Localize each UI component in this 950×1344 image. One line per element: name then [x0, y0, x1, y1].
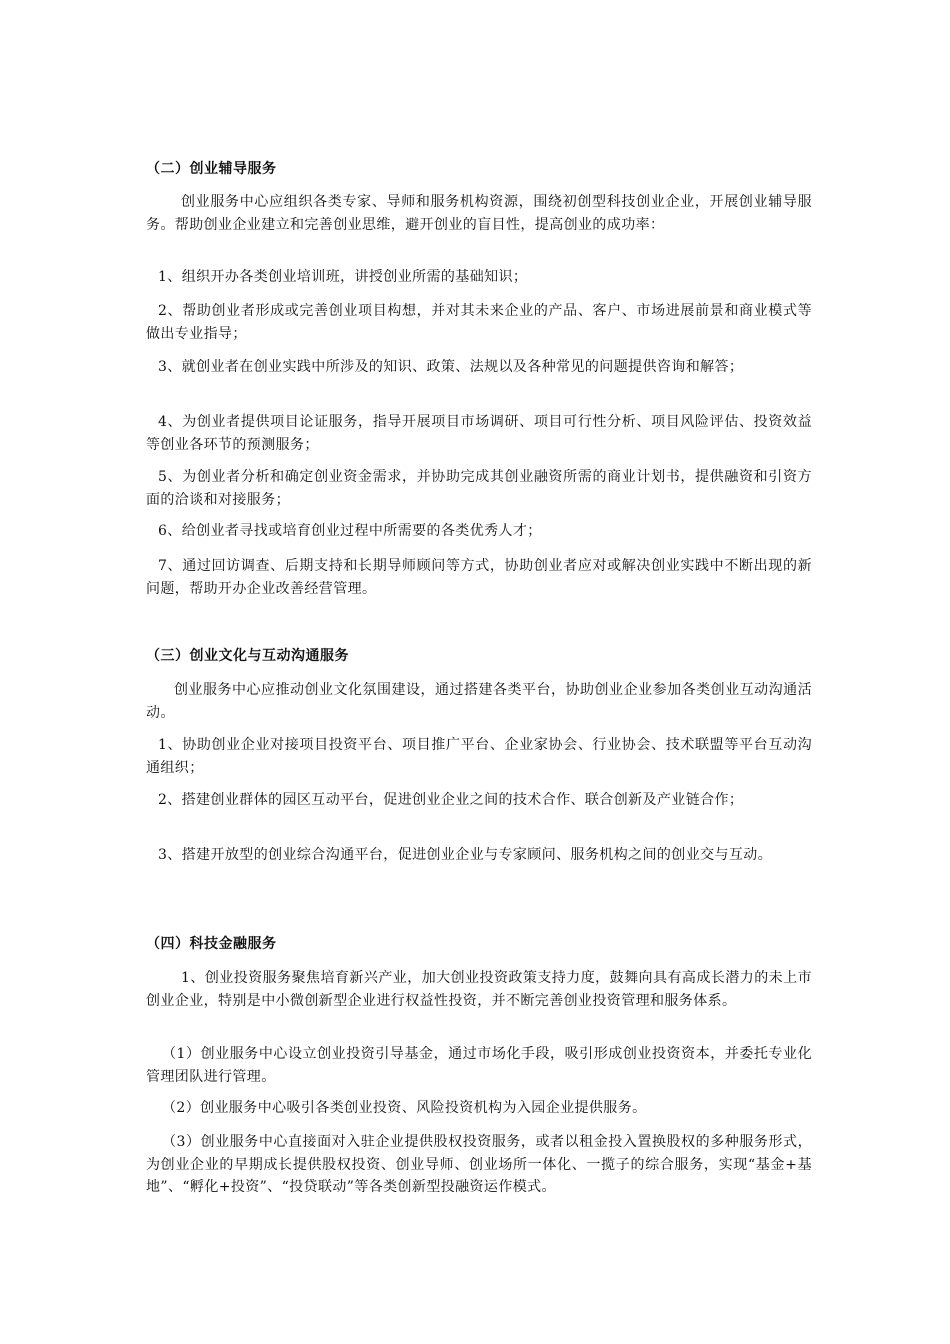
section-4-item-1: 1、创业投资服务聚焦培育新兴产业，加大创业投资政策支持力度，鼓舞向具有高成长潜力的未上市创业企业，特别是中小微创新型企业进行权益性投资，并不断完善创业投资管理和服务体系。 — [146, 970, 812, 1009]
section-2-item-5: 5、为创业者分析和确定创业资金需求，并协助完成其创业融资所需的商业计划书，提供融资和引资方面的洽谈和对接服务； — [146, 469, 812, 508]
section-4-item-1-3: （3）创业服务中心直接面对入驻企业提供股权投资服务，或者以租金投入置换股权的多种服务形式，为创业企业的早期成长提供股权投资、创业导师、创业场所一体化、一揽子的综合服务，实现“基金+基地”、“孵化+投资”、“投贷联动”等各类创新型投融资运作模式。 — [146, 1134, 812, 1195]
section-2-intro: 创业服务中心应组织各类专家、导师和服务机构资源，围绕初创型科技创业企业，开展创业辅导服务。帮助创业企业建立和完善创业思维，避开创业的盲目性，提高创业的成功率： — [146, 194, 812, 233]
section-heading-3: （三）创业文化与互动沟通服务 — [146, 648, 349, 664]
section-4-item-1-1: （1）创业服务中心设立创业投资引导基金，通过市场化手段，吸引形成创业投资资本，并委托专业化管理团队进行管理。 — [146, 1046, 812, 1085]
section-2-item-2: 2、帮助创业者形成或完善创业项目构想，并对其未来企业的产品、客户、市场进展前景和商业模式等做出专业指导； — [146, 303, 812, 342]
section-2-item-3: 3、就创业者在创业实践中所涉及的知识、政策、法规以及各种常见的问题提供咨询和解答； — [158, 359, 744, 375]
section-heading-2: （二）创业辅导服务 — [146, 161, 277, 177]
section-4-item-1-2: （2）创业服务中心吸引各类创业投资、风险投资机构为入园企业提供服务。 — [162, 1100, 647, 1116]
section-2-item-4: 4、为创业者提供项目论证服务，指导开展项目市场调研、项目可行性分析、项目风险评估、投资效益等创业各环节的预测服务； — [146, 414, 812, 453]
section-2-item-7: 7、通过回访调查、后期支持和长期导师顾问等方式，协助创业者应对或解决创业实践中不断出现的新问题，帮助开办企业改善经营管理。 — [146, 558, 812, 597]
section-3-item-1: 1、协助创业企业对接项目投资平台、项目推广平台、企业家协会、行业协会、技术联盟等平台互动沟通组织； — [146, 737, 812, 776]
section-2-item-6: 6、给创业者寻找或培育创业过程中所需要的各类优秀人才； — [158, 523, 542, 539]
section-3-item-2: 2、搭建创业群体的园区互动平台，促进创业企业之间的技术合作、联合创新及产业链合作； — [158, 792, 744, 808]
section-heading-4: （四）科技金融服务 — [146, 936, 277, 952]
section-3-intro: 创业服务中心应推动创业文化氛围建设，通过搭建各类平台，协助创业企业参加各类创业互动沟通活动。 — [146, 682, 812, 721]
section-2-item-1: 1、组织开办各类创业培训班，讲授创业所需的基础知识； — [158, 269, 528, 285]
section-3-item-3: 3、搭建开放型的创业综合沟通平台，促进创业企业与专家顾问、服务机构之间的创业交与互动。 — [158, 847, 773, 863]
